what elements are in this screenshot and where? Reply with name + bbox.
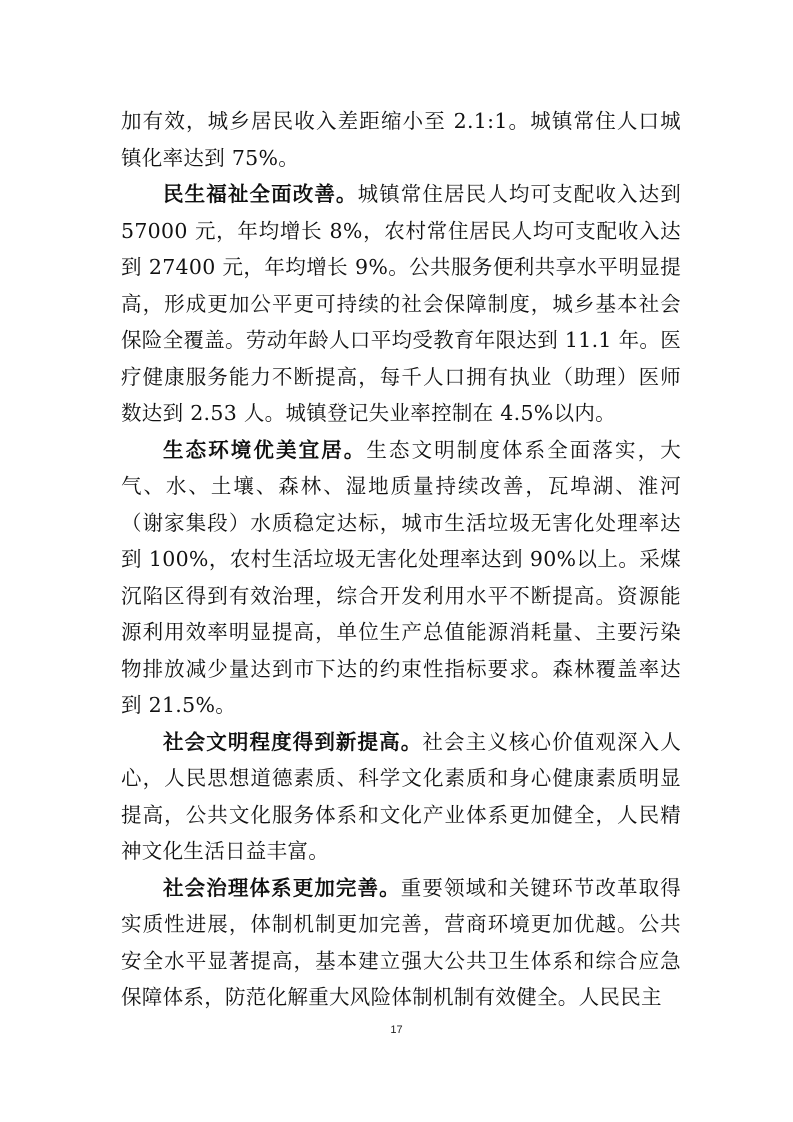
paragraph-civilization bbox=[121, 724, 681, 870]
paragraph-heading: 民生福祉全面改善。 bbox=[163, 182, 358, 206]
paragraph-body: 生态文明制度体系全面落实，大气、水、土壤、森林、湿地质量持续改善，瓦埠湖、淮河（谢家集段）水质稳定达标，城市生活垃圾无害化处理率达到 100%，农村生活垃圾无害化处理率达到 90%以上。采煤沉陷区得到有效治理，综合开发利用水平不断提高。资源能源利用效率明显提高，单位生产总值能源消耗量、主要污染物排放减少量达到市下达的约束性指标要求。森林覆盖率达到 21.5%。 bbox=[121, 437, 682, 717]
paragraph-ecology bbox=[121, 432, 681, 724]
paragraph-body: 城镇常住居民人均可支配收入达到 57000 元，年均增长 8%，农村常住居民人均可支配收入达到 27400 元，年均增长 9%。公共服务便利共享水平明显提高，形成更加公平更可持续的社会保障制度，城乡基本社会保险全覆盖。劳动年龄人口平均受教育年限达到 11.1 年。医疗健康服务能力不断提高，每千人口拥有执业（助理）医师数达到 2.53 人。城镇登记失业率控制在 4.5%以内。 bbox=[121, 182, 682, 425]
paragraph-body: 重要领域和关键环节改革取得实质性进展，体制机制更加完善，营商环境更加优越。公共安全水平显著提高，基本建立强大公共卫生体系和综合应急保障体系，防范化解重大风险体制机制有效健全。人民民主 bbox=[121, 875, 681, 1009]
paragraph-heading: 生态环境优美宜居。 bbox=[163, 437, 367, 462]
paragraph-livelihood bbox=[121, 176, 681, 432]
paragraph-body: 社会主义核心价值观深入人心，人民思想道德素质、科学文化素质和身心健康素质明显提高，公共文化服务体系和文化产业体系更加健全，人民精神文化生活日益丰富。 bbox=[121, 729, 681, 863]
paragraph-body: 加有效，城乡居民收入差距缩小至 2.1:1。城镇常住人口城镇化率达到 75%。 bbox=[121, 109, 681, 170]
paragraph-governance bbox=[121, 870, 681, 1016]
page-number: 17 bbox=[390, 1024, 403, 1036]
paragraph-heading: 社会治理体系更加完善。 bbox=[163, 875, 401, 900]
body-text bbox=[121, 103, 681, 1016]
paragraph-heading: 社会文明程度得到新提高。 bbox=[163, 729, 423, 754]
paragraph-continuation bbox=[121, 103, 681, 176]
